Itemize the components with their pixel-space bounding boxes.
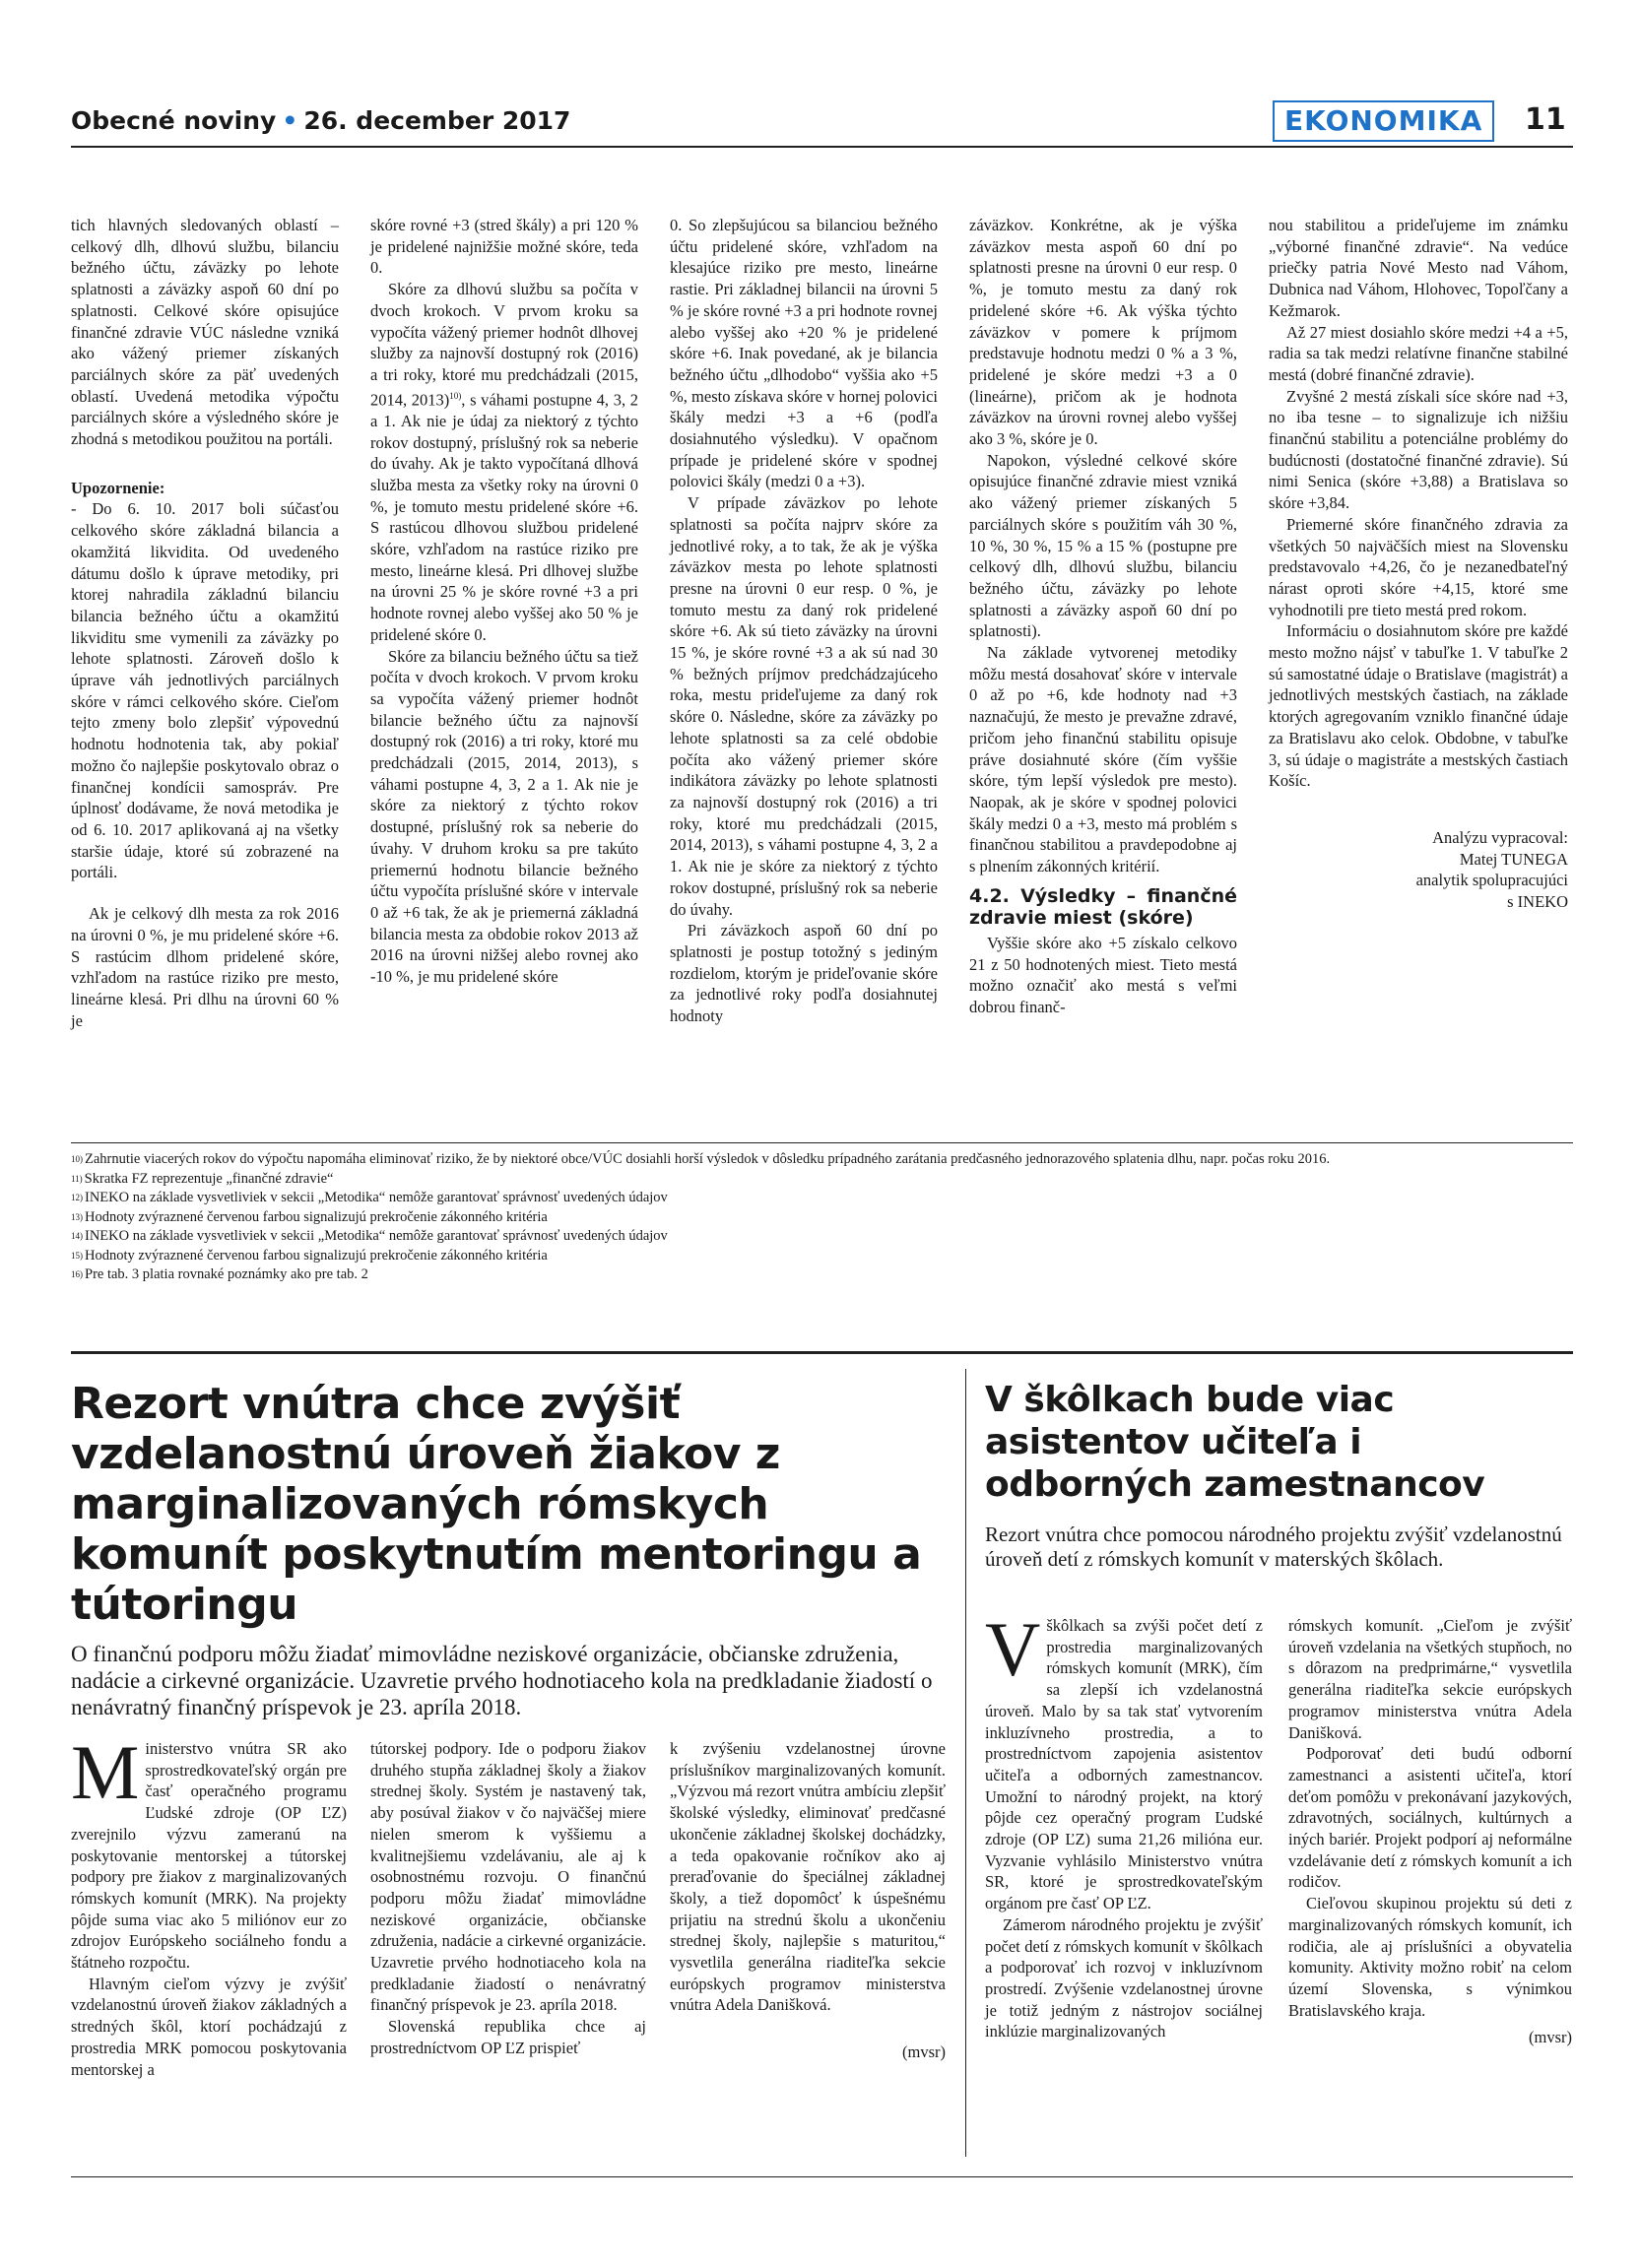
footnote-number: 11) — [71, 1173, 83, 1184]
footnotes — [71, 1150, 1568, 1285]
footnote-text: Hodnoty zvýraznené červenou farbou signalizujú prekročenie zákonného kritéria — [85, 1208, 548, 1225]
lead-paragraph: O finančnú podporu môžu žiadať mimovládne neziskové organizácie, občianske združenia, nadácie a cirkevné organizácie. Uzavretie prvého hodnotiaceho kola na predkladanie žiadostí o nenávratný finančný príspevok je 23. apríla 2018. — [71, 1642, 933, 1719]
paragraph-text: inisterstvo vnútra SR ako sprostredkovateľský orgán pre časť operačného programu Ľudské zdroje (OP ĽZ) zverejnilo výzvu zameranú na poskytovanie mentorskej a tútorskej podpory pre žiakov z marginalizovaných rómskych komunít (MRK). Na projekty pôjde suma viac ako 5 miliónov eur zo zdrojov Európskeho sociálneho fondu a štátneho rozpočtu. — [71, 1739, 347, 1973]
paragraph: skóre rovné +3 (stred škály) a pri 120 % je pridelené najnižšie možné skóre, teda 0. — [370, 216, 638, 278]
paragraph: Až 27 miest dosiahlo skóre medzi +4 a +5, radia sa tak medzi relatívne finančne stabilné mestá (dobré finančné zdravie). — [1269, 322, 1568, 384]
paragraph: Na základe vytvorenej metodiky môžu mestá dosahovať skóre v intervale 0 až po +6, kde hodnoty nad +3 naznačujú, že mesto je prevažne zdravé, pričom jeho finančnú stabilitu opisuje práve dosiahnuté skóre (čím vyššie skóre, tým lepší výsledok pre mesto). Naopak, ak je skóre v spodnej polovici škály medzi 0 a +3, mesto má problém s finančnou stabilitou a pravdepodobne aj s plnením zákonných kritérií. — [969, 643, 1237, 876]
paragraph: Ak je celkový dlh mesta za rok 2016 na úrovni 0 %, je mu pridelené skóre +6. S rastúcim dlhom pridelené skóre, vzhľadom na rastúce riziko pre mesto, lineárne klesá. Pri dlhu na úrovni 60 % je — [71, 904, 339, 1030]
paragraph: Priemerné skóre finančného zdravia za všetkých 50 najväčších miest na Slovensku predstavovalo +4,26, čo je nezanedbateľný nárast oproti skóre +4,15, ktoré sme vyhodnotili pre tieto mestá pred rokom. — [1269, 514, 1568, 619]
signature-line: analytik spolupracujúci — [1415, 871, 1568, 890]
author-credit: (mvsr) — [902, 2042, 946, 2062]
signature-block — [1269, 827, 1568, 913]
footnote-rule — [71, 1142, 1573, 1143]
paragraph: Vyššie skóre ako +5 získalo celkovo 21 z 50 hodnotených miest. Tieto mestá možno označiť ako mestá s veľmi dobrou finanč- — [969, 933, 1237, 1016]
section-heading: 4.2. Výsledky – finančné zdravie miest (skóre) — [969, 884, 1237, 929]
paragraph-text: , s váhami postupne 4, 3, 2 a 1. Ak nie je údaj za niektorý z týchto rokov dostupný, príslušný rok sa neberie do úvahy. Ak je takto vypočítaná dlhová služba mesta za všetky roky na úrovni 0 %, je tomuto mestu pridelené skóre +6. S rastúcou dlhovou službou pridelené skóre, vzhľadom na rastúce riziko pre mesto, lineárne klesá. Pri dlhovej službe na úrovni 25 % je skóre rovné +3 a pri hodnote rovnej alebo vyššej ako 50 % je pridelené skóre 0. — [370, 390, 638, 644]
paragraph — [370, 279, 638, 645]
drop-cap: M — [71, 1729, 140, 1815]
paragraph-text: Skóre za dlhovú službu sa počíta v dvoch krokoch. V prvom kroku sa vypočíta vážený priemer hodnôt dlhovej služby za najnovší dostupný rok (2016) a tri roky, ktoré mu predchádzali (2015, 2014, 2013) — [370, 280, 638, 410]
paragraph: 0. So zlepšujúcou sa bilanciou bežného účtu pridelené skóre, vzhľadom na klesajúce riziko pre mesto, lineárne rastie. Pri základnej bilancii na úrovni 5 % je skóre rovné +3 a pri hodnote rovnej alebo vyššej ako +20 % je pridelené skóre +6. Inak povedané, ak je bilancia bežného účtu „dlhodobo“ vyššia ako +5 %, mesto získava skóre v hornej polovici škály medzi +3 a +6 (podľa dosiahnutého výsledku). V opačnom prípade je pridelené skóre v spodnej polovici škály (medzi 0 a +3). — [670, 216, 938, 491]
masthead — [71, 106, 570, 135]
footnote — [71, 1189, 1568, 1208]
paragraph — [71, 1729, 347, 1974]
footnote — [71, 1227, 1568, 1247]
signature-line: s INEKO — [1507, 892, 1568, 912]
paragraph: Informáciu o dosiahnutom skóre pre každé mesto možno nájsť v tabuľke 1. V tabuľke 2 sú samostatné údaje o Bratislave (magistrát) a jednotlivých mestských častiach, na základe ktorých agregovaním vzniklo finančné údaje za Bratislavu ako celok. Obdobne, v tabuľke 3, sú údaje o magistráte a mestských častiach Košíc. — [1269, 621, 1568, 791]
footnote-text: Hodnoty zvýraznené červenou farbou signalizujú prekročenie zákonného kritéria — [85, 1247, 548, 1264]
articles-separator — [71, 1351, 1573, 1354]
column-4 — [969, 215, 1237, 1018]
article-left-column-1 — [71, 1729, 347, 2080]
paragraph: Slovenská republika chce aj prostredníctvom OP ĽZ prispieť — [370, 2017, 646, 2057]
column-divider — [965, 1369, 966, 2157]
footnote — [71, 1170, 1568, 1190]
signature-line: Analýzu vypracoval: — [1432, 827, 1568, 847]
paragraph: V prípade záväzkov po lehote splatnosti sa počíta najprv skóre za jednotlivé roky, a to tak, že ak je výška záväzkov mesta po lehote splatnosti presne na úrovni 0 eur resp. 0 %, je tomuto mestu za daný rok pridelené skóre +6. Ak sú tieto záväzky na úrovni 15 %, je skóre rovné +3 a ak sú nad 30 % bežných príjmov predchádzajúceho roka, mestu prideľujeme za daný rok skóre 0. Následne, skóre za záväzky po lehote splatnosti sa za celé obdobie počíta ako vážený priemer skóre indikátora záväzky po lehote splatnosti za najnovší dostupný rok (2016) a tri roky, ktoré mu predchádzali (2015, 2014, 2013), s váhami postupne 4, 3, 2 a 1. Ak nie je skóre za niektorý z týchto rokov dostupné, príslušný rok sa neberie do úvahy. — [670, 493, 938, 919]
column-2 — [370, 215, 638, 988]
footnote-text: Zahrnutie viacerých rokov do výpočtu napomáha eliminovať riziko, že by niektoré obce/VÚC dosiahli horší výsledok v dôsledku prípadného zarátania predčasného jednorazového splatenia dlhu, napr. počas roku 2016. — [85, 1151, 1331, 1167]
section-label: EKONOMIKA — [1273, 100, 1494, 142]
paragraph: Zvyšné 2 mestá získali síce skóre nad +3, no iba tesne – to signalizuje ich nižšiu finančnú stabilitu a potenciálne problémy do budúcnosti (dostatočné finančné zdravie). Sú nimi Senica (skóre +3,88) a Bratislava so skóre +3,84. — [1269, 386, 1568, 513]
footnote-number: 14) — [71, 1231, 83, 1241]
header-rule — [71, 146, 1573, 148]
separator-bullet: • — [282, 106, 298, 135]
footnote-number: 16) — [71, 1269, 83, 1279]
footnote-ref: 10) — [449, 390, 462, 401]
article-left-column-3 — [670, 1738, 946, 2063]
footnote — [71, 1265, 1568, 1285]
paragraph: záväzkov. Konkrétne, ak je výška záväzkov mesta aspoň 60 dní po splatnosti presne na úrovni 0 eur resp. 0 %, je tomuto mestu za daný rok pridelené skóre +6. Ak výška týchto záväzkov v pomere k príjmom predstavuje hodnotu medzi 0 % a 3 %, pridelené je skóre medzi +3 a 0 (lineárne), pričom ak je hodnota záväzkov na úrovni rovnej alebo vyššej ako 3 %, skóre je 0. — [969, 216, 1237, 449]
paragraph: Skóre za bilanciu bežného účtu sa tiež počíta v dvoch krokoch. V prvom kroku sa vypočíta vážený priemer hodnôt bilancie bežného účtu za najnovší dostupný rok (2016) a tri roky, ktoré mu predchádzali (2015, 2014, 2013), s váhami postupne 4, 3, 2 a 1. Ak nie je skóre za niektorý z týchto rokov dostupné, príslušný rok sa neberie do úvahy. V druhom kroku sa pre takúto priemernú hodnotu bilancie bežného účtu vypočíta príslušné skóre v intervale 0 až +6 tak, že ak je priemerná základná bilancia mesta za obdobie rokov 2013 až 2016 na úrovni nižšej alebo rovnej ako -10 %, je mu pridelené skóre — [370, 646, 638, 987]
paragraph: - Do 6. 10. 2017 boli súčasťou celkového skóre základná bilancia a okamžitá likvidita. Od uvedeného dátumu došlo k úprave metodiky, pri ktorej nahradila základnú bilanciu bilancia bežného účtu a okamžitú likviditu sme vymenili za záväzky po lehote splatnosti. Zároveň došlo k úprave váh jednotlivých parciálnych skóre v rámci celkového skóre. Cieľom tejto zmeny bolo zlepšiť výpovednú hodnotu hodnotenia tak, aby pokiaľ možno čo najlepšie poskytovalo obraz o finančnej kondícii samospráv. Pre úplnosť dodávame, že nová metodika je od 6. 10. 2017 aplikovaná aj na všetky staršie údaje, ktoré sú zobrazené na portáli. — [71, 499, 339, 882]
paragraph: Hlavným cieľom výzvy je zvýšiť vzdelanostnú úroveň žiakov základných a stredných škôl, ktorí pochádzajú z prostredia MRK pomocou poskytovania mentorskej a — [71, 1974, 347, 2079]
column-1 — [71, 215, 339, 1031]
issue-date: 26. december 2017 — [303, 106, 571, 135]
note-heading: Upozornenie: — [71, 478, 165, 497]
article-left-column-2 — [370, 1738, 646, 2059]
footnote-number: 13) — [71, 1211, 83, 1222]
bottom-rule — [71, 2176, 1573, 2177]
paragraph-text: škôlkach sa zvýši počet detí z prostredia marginalizovaných rómskych komunít (MRK), čím sa zlepší ich vzdelanostná úroveň. Malo by sa tak stať vytvorením inkluzívneho prostredia, a to prostredníctvom zapojenia asistentov učiteľa a odborných zamestnancov. Umožní to národný projekt, na ktorý pôjde cez operačný program Ľudské zdroje (OP ĽZ) suma 21,26 milióna eur. Vyzvanie vyhlásilo Ministerstvo vnútra SR, ktoré je sprostredkovateľským orgánom pre časť OP ĽZ. — [985, 1616, 1263, 1913]
footnote-text: INEKO na základe vysvetliviek v sekcii „Metodika“ nemôže garantovať správnosť uvedených údajov — [85, 1190, 668, 1205]
paragraph: Podporovať deti budú odborní zamestnanci a asistenti učiteľa, ktorí deťom pomôžu v prekonávaní jazykových, zdravotných, sociálnych, kultúrnych a iných bariér. Projekt podporí aj neformálne vzdelávanie detí z rómskych komunít a ich rodičov. — [1288, 1744, 1572, 1892]
footnote — [71, 1208, 1568, 1228]
headline: V škôlkach bude viac asistentov učiteľa i odborných zamestnancov — [985, 1380, 1485, 1505]
footnote — [71, 1150, 1568, 1170]
footnote-text: Skratka FZ reprezentuje „finančné zdravie“ — [84, 1170, 334, 1187]
footnote-text: Pre tab. 3 platia rovnaké poznámky ako pre tab. 2 — [85, 1266, 368, 1282]
paragraph: tich hlavných sledovaných oblastí – celkový dlh, dlhovú službu, bilanciu bežného účtu, záväzky po lehote splatnosti a záväzky aspoň 60 dní po splatnosti. Celkové skóre opisujúce finančné zdravie VÚC následne vzniká ako vážený priemer získaných parciálnych skóre za päť uvedených oblastí. Uvedená metodika výpočtu parciálnych skóre a výsledného skóre je zhodná s metodikou použitou na portáli. — [71, 216, 339, 449]
paragraph: tútorskej podpory. Ide o podporu žiakov druhého stupňa základnej školy a žiakov strednej školy. Systém je nastavený tak, aby posúval žiakov v čo najväčšej miere nielen smerom k vyššiemu a kvalitnejšiemu vzdelávaniu, ale aj k osobnostnému rozvoju. O finančnú podporu môžu žiadať mimovládne neziskové organizácie, občianske združenia, nadácie a cirkevné organizácie. Uzavretie prvého hodnotiaceho kola na predkladanie žiadostí o nenávratný finančný príspevok je 23. apríla 2018. — [370, 1739, 646, 2015]
paragraph: rómskych komunít. „Cieľom je zvýšiť úroveň vzdelania na všetkých stupňoch, no s dôrazom na predprimárne,“ vysvetlila generálna riaditeľka sekcie európskych programov ministerstva vnútra Adela Danišková. — [1288, 1616, 1572, 1742]
footnote-text: INEKO na základe vysvetliviek v sekcii „Metodika“ nemôže garantovať správnosť uvedených údajov — [85, 1228, 668, 1244]
footnote-number: 10) — [71, 1154, 83, 1164]
footnote-number: 15) — [71, 1250, 83, 1261]
page-number: 11 — [1525, 102, 1566, 137]
paragraph: Zámerom národného projektu je zvýšiť počet detí z rómskych komunít v škôlkach a podporovať ich rozvoj v inkluzívnom prostredí. Zvýšenie vzdelanostnej úrovne je totiž jedným z nástrojov sociálnej inklúzie marginalizovaných — [985, 1914, 1263, 2041]
paragraph: k zvýšeniu vzdelanostnej úrovne príslušníkov marginalizovaných komunít. „Výzvou má rezort vnútra ambíciu zlepšiť školské výsledky, eliminovať predčasné ukončenie základnej školskej dochádzky, a teda opakovanie ročníkov ako aj preraďovanie do špeciálnej základnej školy, a tiež dopomôcť k úspešnému prijatiu na strednú školu a ukončeniu strednej školy, najlepšie s maturitou,“ vysvetlila generálna riaditeľka sekcie európskych programov ministerstva vnútra Adela Danišková. — [670, 1739, 946, 2015]
headline: Rezort vnútra chce zvýšiť vzdelanostnú úroveň žiakov z marginalizovaných rómskych komunít poskytnutím mentoringu a tútoringu — [71, 1379, 922, 1630]
article-right-column-2 — [1288, 1615, 1572, 2048]
paragraph: nou stabilitou a prideľujeme im známku „výborné finančné zdravie“. Na vedúce priečky patria Nové Mesto nad Váhom, Dubnica nad Váhom, Hlohovec, Topoľčany a Kežmarok. — [1269, 216, 1568, 320]
paragraph: Pri záväzkoch aspoň 60 dní po splatnosti je postup totožný s jediným rozdielom, ktorým je prideľovanie skóre za jednotlivé roky podľa dosiahnutej hodnoty — [670, 921, 938, 1026]
article-right-column-1 — [985, 1606, 1263, 2042]
footnote — [71, 1247, 1568, 1266]
paragraph: Napokon, výsledné celkové skóre opisujúce finančné zdravie miest vzniká ako vážený priemer získaných 5 parciálnych skóre s použitím váh 30 %, 10 %, 30 %, 15 % a 15 % (postupne pre celkový dlh, dlhovú službu, bilanciu bežného účtu, záväzky po lehote splatnosti a záväzky aspoň 60 dní po splatnosti). — [969, 450, 1237, 641]
signature-name: Matej TUNEGA — [1459, 849, 1568, 869]
column-5 — [1269, 215, 1568, 913]
author-credit: (mvsr) — [1529, 2028, 1572, 2047]
drop-cap: V — [985, 1606, 1041, 1692]
paragraph: Cieľovou skupinou projektu sú deti z marginalizovaných rómskych komunít, ich rodičia, ale aj príslušníci a obyvatelia komunity. Aktivity možno robiť na celom území Slovenska, s výnimkou Bratislavského kraja. — [1288, 1894, 1572, 2020]
publication-name: Obecné noviny — [71, 106, 277, 135]
lead-paragraph: Rezort vnútra chce pomocou národného projektu zvýšiť vzdelanostnú úroveň detí z rómskych komunít v materských škôlach. — [985, 1523, 1562, 1571]
column-3 — [670, 215, 938, 1027]
footnote-number: 12) — [71, 1193, 83, 1202]
paragraph — [985, 1606, 1263, 1914]
